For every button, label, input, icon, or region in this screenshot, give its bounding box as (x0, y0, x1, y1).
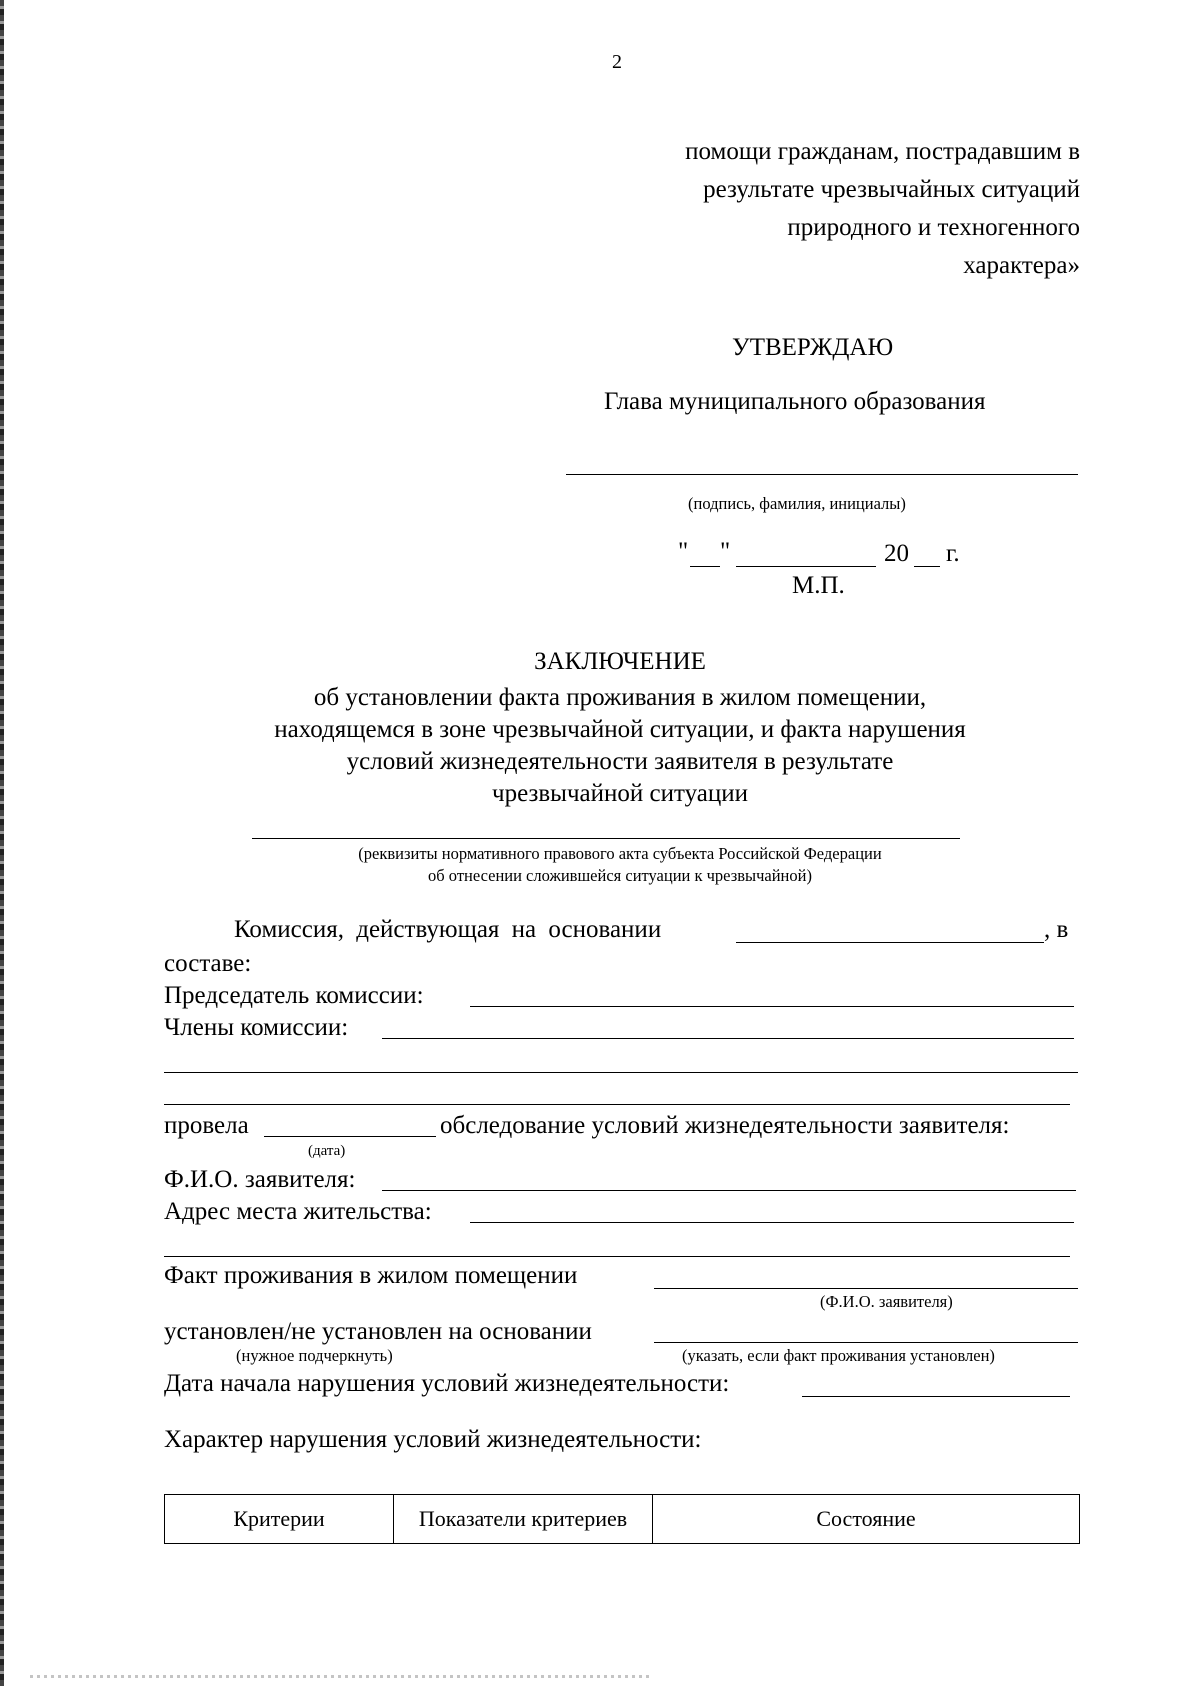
conclusion-subtitle-4: чрезвычайной ситуации (492, 780, 748, 807)
conclusion-title: ЗАКЛЮЧЕНИЕ (534, 648, 706, 675)
conducted-label: провела (164, 1112, 249, 1139)
applicant-name-caption: (Ф.И.О. заявителя) (820, 1292, 953, 1311)
header-line-1: помощи гражданам, пострадавшим в (685, 138, 1080, 165)
year-suffix: г. (946, 540, 960, 567)
requisites-line (252, 838, 960, 839)
members-line-3 (164, 1104, 1070, 1105)
header-line-3: природного и техногенного (787, 214, 1080, 241)
established-label: установлен/не установлен на основании (164, 1318, 592, 1345)
year-prefix: 20 (884, 540, 909, 567)
stamp-label: М.П. (792, 572, 845, 599)
chairman-label: Председатель комиссии: (164, 982, 424, 1009)
approval-title: УТВЕРЖДАЮ (732, 334, 894, 361)
basis-line (736, 942, 1044, 943)
violation-start-label: Дата начала нарушения условий жизнедеятельности: (164, 1370, 730, 1397)
members-line-1 (382, 1038, 1074, 1039)
address-line-2 (164, 1256, 1070, 1257)
page-number: 2 (612, 51, 622, 73)
specify-caption: (указать, если факт проживания установлен) (682, 1346, 995, 1365)
conducted-suffix: обследование условий жизнедеятельности заявителя: (440, 1112, 1010, 1139)
month-line (736, 566, 876, 567)
status-column-header: Состояние (653, 1495, 1080, 1544)
address-label: Адрес места жительства: (164, 1198, 432, 1225)
chairman-line (470, 1006, 1074, 1007)
violation-nature-label: Характер нарушения условий жизнедеятельности: (164, 1426, 702, 1453)
composition-label: составе: (164, 950, 252, 977)
applicant-name-label: Ф.И.О. заявителя: (164, 1166, 356, 1193)
residence-fact-line (654, 1288, 1078, 1289)
commission-suffix: , в (1044, 916, 1069, 943)
residence-fact-label: Факт проживания в жилом помещении (164, 1262, 578, 1289)
date-caption: (дата) (308, 1143, 346, 1159)
violation-start-line (802, 1396, 1070, 1397)
address-line-1 (470, 1222, 1074, 1223)
members-line-2 (164, 1072, 1078, 1073)
day-line (690, 566, 720, 567)
indicators-column-header: Показатели критериев (394, 1495, 653, 1544)
conclusion-subtitle-1: об установлении факта проживания в жилом помещении, (313, 684, 927, 711)
members-label: Члены комиссии: (164, 1014, 349, 1041)
applicant-name-line (382, 1190, 1076, 1191)
requisites-caption-1: (реквизиты нормативного правового акта субъекта Российской Федерации (358, 844, 882, 863)
signature-line (566, 474, 1078, 475)
underline-caption: (нужное подчеркнуть) (236, 1346, 393, 1365)
requisites-caption-2: об отнесении сложившейся ситуации к чрезвычайной) (428, 866, 812, 885)
scan-edge (0, 0, 4, 1686)
table-header-row (165, 1495, 1080, 1544)
conclusion-subtitle-2: находящемся в зоне чрезвычайной ситуации, и факта нарушения (274, 716, 966, 743)
commission-text: Комиссия, действующая на основании (234, 916, 662, 943)
scan-noise (30, 1675, 650, 1678)
date-quote-open: " (678, 538, 689, 565)
approval-position: Глава муниципального образования (604, 388, 986, 415)
signature-caption: (подпись, фамилия, инициалы) (688, 494, 906, 513)
established-line (654, 1342, 1078, 1343)
date-line (264, 1136, 436, 1137)
header-line-4: характера» (963, 252, 1080, 279)
criteria-column-header: Критерии (165, 1495, 394, 1544)
date-quote-close: " (720, 538, 731, 565)
criteria-table (164, 1494, 1080, 1544)
header-line-2: результате чрезвычайных ситуаций (703, 176, 1080, 203)
conclusion-subtitle-3: условий жизнедеятельности заявителя в результате (346, 748, 894, 775)
year-line (914, 566, 940, 567)
